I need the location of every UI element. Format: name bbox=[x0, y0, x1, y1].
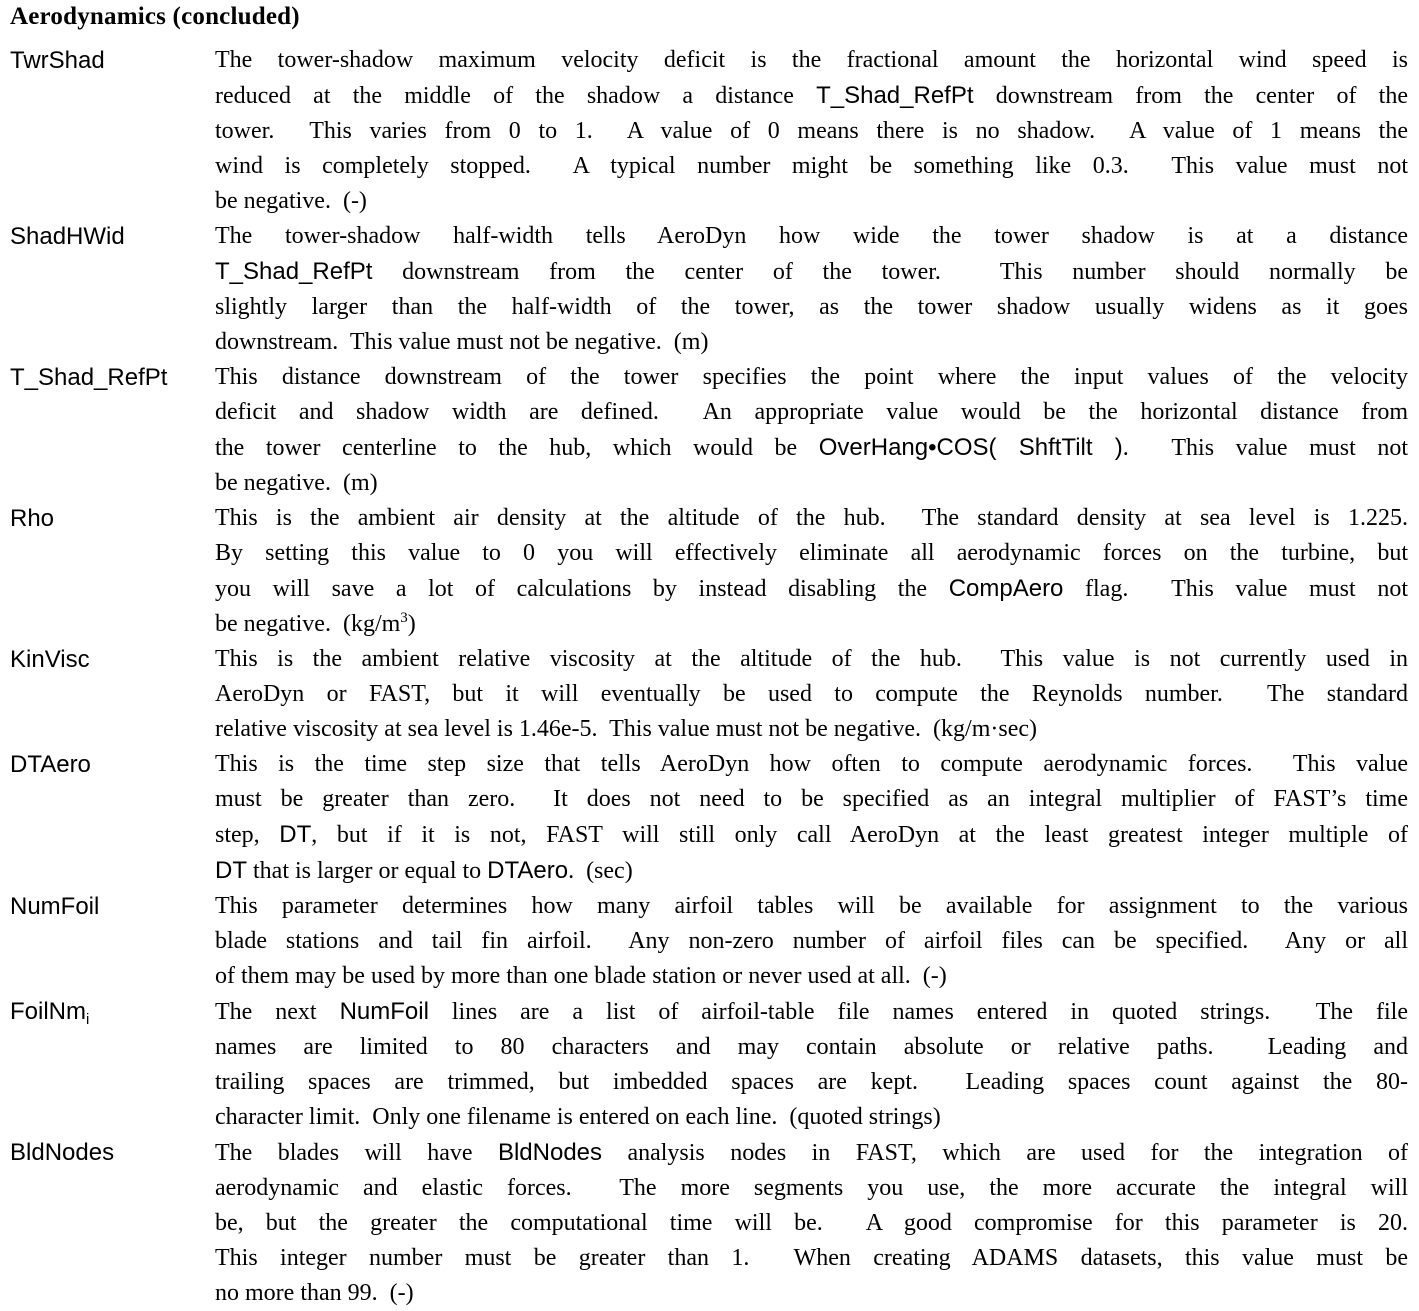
text-line bbox=[215, 395, 1408, 430]
text-line bbox=[215, 1276, 1408, 1311]
text-line bbox=[215, 889, 1408, 924]
body-text: This distance downstream of the tower specifies the point where the input values of the velocity bbox=[215, 364, 1408, 390]
inline-param-ref: CompAero bbox=[948, 575, 1064, 602]
body-text: deficit and shadow width are defined. An appropriate value would be the horizontal distance from bbox=[215, 399, 1408, 425]
text-line bbox=[215, 466, 1408, 501]
inline-param-ref: OverHang•COS( ShftTilt ) bbox=[818, 434, 1123, 461]
body-text: This integer number must be greater than 1. When creating ADAMS datasets, this value must be bbox=[215, 1245, 1408, 1271]
body-text: This is the ambient air density at the altitude of the hub. The standard density at sea level is 1.225. bbox=[215, 505, 1408, 531]
inline-param-ref: NumFoil bbox=[339, 998, 429, 1025]
text-line bbox=[215, 430, 1408, 466]
body-text: slightly larger than the half-width of the tower, as the tower shadow usually widens as it goes bbox=[215, 294, 1408, 320]
text-line bbox=[215, 817, 1408, 853]
parameter-description bbox=[215, 360, 1408, 501]
text-line bbox=[215, 677, 1408, 712]
body-text: downstream from the center of the bbox=[973, 83, 1408, 109]
body-text: relative viscosity at sea level is 1.46e-5. This value must not be negative. (kg/m·sec) bbox=[215, 716, 1037, 742]
parameter-description bbox=[215, 219, 1408, 360]
body-text: blade stations and tail fin airfoil. Any non-zero number of airfoil files can be specified. Any or all bbox=[215, 928, 1408, 954]
body-text: names are limited to 80 characters and may contain absolute or relative paths. Leading and bbox=[215, 1034, 1408, 1060]
text-line bbox=[215, 254, 1408, 290]
body-text: the tower centerline to the hub, which would be bbox=[215, 435, 819, 461]
body-text: , but if it is not, FAST will still only call AeroDyn at the least greatest integer multiple of bbox=[311, 822, 1408, 848]
text-line bbox=[215, 360, 1408, 395]
text-line bbox=[215, 501, 1408, 536]
parameter-name: BldNodes bbox=[10, 1139, 115, 1166]
body-text: This parameter determines how many airfoil tables will be available for assignment to the various bbox=[215, 893, 1408, 919]
body-text: that is larger or equal to bbox=[247, 858, 488, 884]
text-line bbox=[215, 1065, 1408, 1100]
body-text: must be greater than zero. It does not need to be specified as an integral multiplier of FAST’s time bbox=[215, 786, 1408, 812]
text-line bbox=[215, 924, 1408, 959]
text-line bbox=[215, 1100, 1408, 1135]
body-text: analysis nodes in FAST, which are used for the integration of bbox=[602, 1140, 1409, 1166]
parameter-name: NumFoil bbox=[10, 893, 100, 920]
text-line bbox=[215, 1206, 1408, 1241]
text-line bbox=[215, 642, 1408, 677]
body-text: ) bbox=[407, 611, 416, 637]
body-text: reduced at the middle of the shadow a distance bbox=[215, 83, 817, 109]
text-line bbox=[215, 1135, 1408, 1171]
parameter-name-subscript: i bbox=[86, 1011, 90, 1028]
parameter-entry bbox=[10, 889, 1408, 994]
parameter-description bbox=[215, 43, 1408, 219]
parameter-name: DTAero bbox=[10, 751, 91, 778]
parameter-entry bbox=[10, 360, 1408, 501]
text-line bbox=[215, 149, 1408, 184]
parameter-description bbox=[215, 994, 1408, 1135]
body-text: no more than 99. (-) bbox=[215, 1280, 414, 1306]
parameter-description bbox=[215, 747, 1408, 889]
parameter-name: T_Shad_RefPt bbox=[10, 364, 168, 391]
parameter-description bbox=[215, 642, 1408, 747]
text-line bbox=[215, 994, 1408, 1030]
body-text: wind is completely stopped. A typical number might be something like 0.3. This value must not bbox=[215, 153, 1408, 179]
parameter-name: KinVisc bbox=[10, 646, 90, 673]
text-line bbox=[215, 712, 1408, 747]
text-line bbox=[215, 43, 1408, 78]
body-text: step, bbox=[215, 822, 280, 848]
body-text: be negative. (-) bbox=[215, 188, 367, 214]
body-text: The tower-shadow maximum velocity deficit is the fractional amount the horizontal wind speed is bbox=[215, 47, 1408, 73]
text-line bbox=[215, 325, 1408, 360]
text-line bbox=[215, 536, 1408, 571]
inline-param-ref: T_Shad_RefPt bbox=[816, 82, 974, 109]
text-line bbox=[215, 114, 1408, 149]
parameter-name: FoilNm$_i$ bbox=[10, 998, 90, 1028]
body-text: of them may be used by more than one blade station or never used at all. (-) bbox=[215, 963, 947, 989]
body-text: . (sec) bbox=[568, 858, 633, 884]
text-line bbox=[215, 1171, 1408, 1206]
body-text: aerodynamic and elastic forces. The more segments you use, the more accurate the integral will bbox=[215, 1175, 1408, 1201]
body-text: character limit. Only one filename is entered on each line. (quoted strings) bbox=[215, 1104, 941, 1130]
body-text: This is the ambient relative viscosity at the altitude of the hub. This value is not currently used in bbox=[215, 646, 1408, 672]
body-text: The blades will have bbox=[215, 1140, 498, 1166]
parameter-entry bbox=[10, 642, 1408, 747]
text-line bbox=[215, 184, 1408, 219]
text-line bbox=[215, 571, 1408, 607]
inline-param-ref: T_Shad_RefPt bbox=[215, 258, 373, 285]
parameter-description bbox=[215, 501, 1408, 642]
body-text: be, but the greater the computational time will be. A good compromise for this parameter is 20. bbox=[215, 1210, 1408, 1236]
inline-param-ref: DT bbox=[215, 857, 247, 884]
parameter-name: Rho bbox=[10, 505, 55, 532]
inline-param-ref: DTAero bbox=[487, 857, 569, 884]
body-text: . This value must not bbox=[1122, 435, 1408, 461]
parameter-entry bbox=[10, 219, 1408, 360]
body-text: AeroDyn or FAST, but it will eventually be used to compute the Reynolds number. The standard bbox=[215, 681, 1408, 707]
body-text: be negative. (m) bbox=[215, 470, 378, 496]
parameter-entry bbox=[10, 1135, 1408, 1311]
parameter-list bbox=[10, 43, 1408, 1311]
parameter-description bbox=[215, 1135, 1408, 1311]
body-text: tower. This varies from 0 to 1. A value of 0 means there is no shadow. A value of 1 means the bbox=[215, 118, 1408, 144]
parameter-name: TwrShad bbox=[10, 47, 105, 74]
text-line bbox=[215, 853, 1408, 889]
text-line bbox=[215, 607, 1408, 642]
text-line bbox=[215, 1030, 1408, 1065]
body-text: downstream from the center of the tower. This number should normally be bbox=[372, 259, 1408, 285]
page-title: Aerodynamics (concluded) bbox=[10, 3, 300, 30]
text-line bbox=[215, 959, 1408, 994]
text-line bbox=[215, 747, 1408, 782]
text-line bbox=[215, 78, 1408, 114]
parameter-entry bbox=[10, 747, 1408, 889]
parameter-description bbox=[215, 889, 1408, 994]
text-line bbox=[215, 1241, 1408, 1276]
body-text: By setting this value to 0 you will effectively eliminate all aerodynamic forces on the turbine, but bbox=[215, 540, 1408, 566]
body-text: you will save a lot of calculations by instead disabling the bbox=[215, 576, 949, 602]
body-text: lines are a list of airfoil-table file names entered in quoted strings. The file bbox=[428, 999, 1408, 1025]
parameter-entry bbox=[10, 994, 1408, 1135]
text-line bbox=[215, 290, 1408, 325]
parameter-name: ShadHWid bbox=[10, 223, 125, 250]
inline-param-ref: DT bbox=[279, 821, 312, 848]
body-text: trailing spaces are trimmed, but imbedded spaces are kept. Leading spaces count against the 80- bbox=[215, 1069, 1408, 1095]
text-line bbox=[215, 782, 1408, 817]
inline-param-ref: BldNodes bbox=[497, 1139, 603, 1166]
body-text: downstream. This value must not be negative. (m) bbox=[215, 329, 709, 355]
body-text: The next bbox=[215, 999, 340, 1025]
superscript: 3 bbox=[400, 610, 408, 626]
parameter-entry bbox=[10, 501, 1408, 642]
body-text: The tower-shadow half-width tells AeroDyn how wide the tower shadow is at a distance bbox=[215, 223, 1408, 249]
body-text: be negative. (kg/m bbox=[215, 611, 401, 637]
body-text: flag. This value must not bbox=[1063, 576, 1408, 602]
body-text: This is the time step size that tells AeroDyn how often to compute aerodynamic forces. This value bbox=[215, 751, 1408, 777]
text-line bbox=[215, 219, 1408, 254]
parameter-entry bbox=[10, 43, 1408, 219]
